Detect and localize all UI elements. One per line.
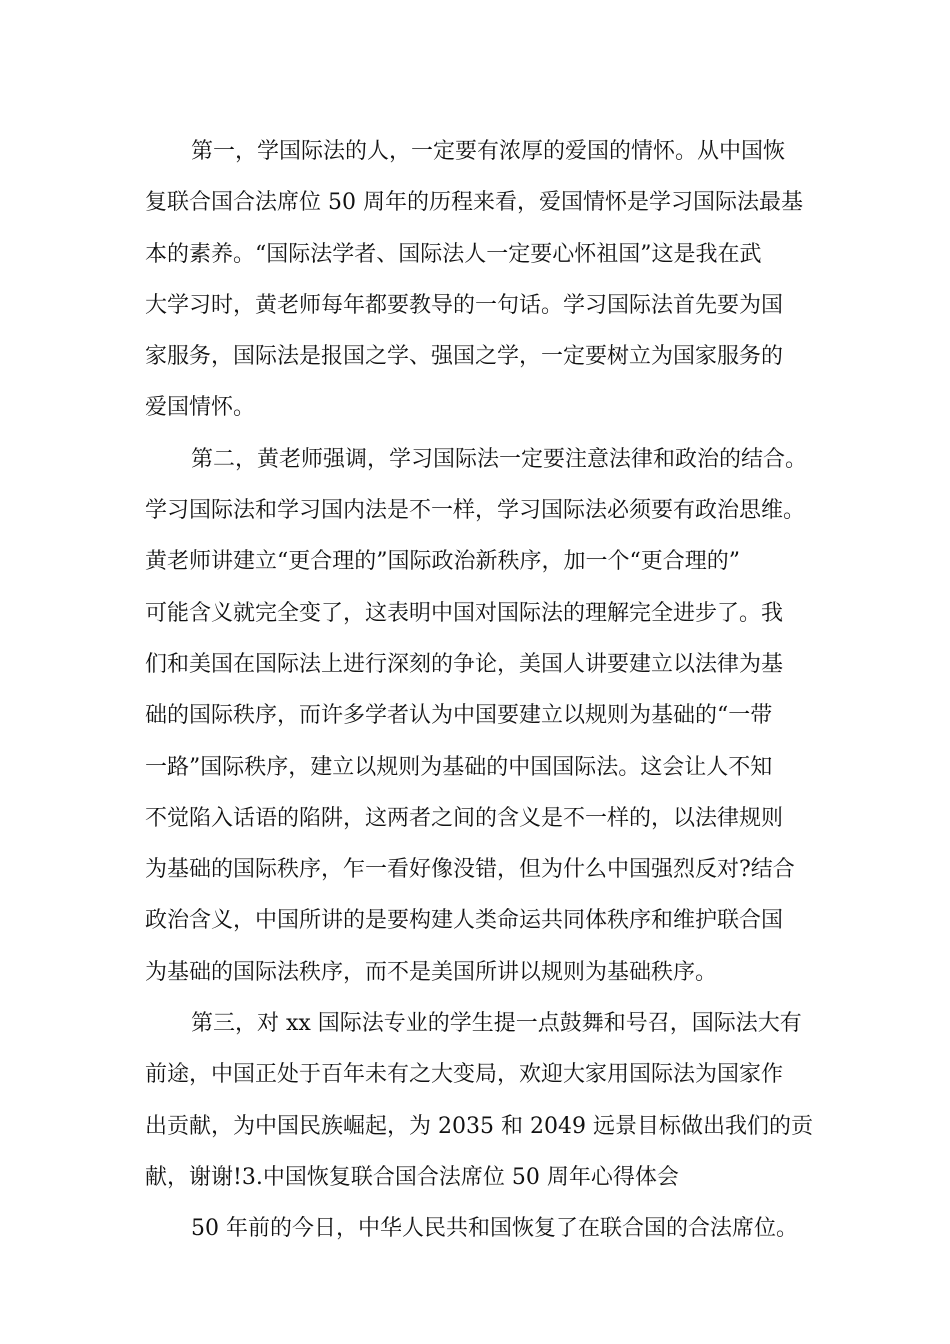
paragraph-1-line-5: 家服务，国际法是报国之学、强国之学，一定要树立为国家服务的 bbox=[145, 344, 784, 370]
paragraph-2-line-6: 础的国际秩序，而许多学者认为中国要建立以规则为基础的“一带 bbox=[145, 703, 773, 729]
paragraph-2-line-10: 政治含义，中国所讲的是要构建人类命运共同体秩序和维护联合国 bbox=[145, 908, 784, 934]
paragraph-2-line-4: 可能含义就完全变了，这表明中国对国际法的理解完全进步了。我 bbox=[145, 600, 784, 626]
paragraph-3-line-1: 第三，对 xx 国际法专业的学生提一点鼓舞和号召，国际法大有 bbox=[191, 1011, 802, 1037]
paragraph-4-line-1: 50 年前的今日，中华人民共和国恢复了在联合国的合法席位。 bbox=[191, 1216, 798, 1242]
paragraph-2-line-8: 不觉陷入话语的陷阱，这两者之间的含义是不一样的，以法律规则 bbox=[145, 805, 784, 831]
paragraph-2-line-5: 们和美国在国际法上进行深刻的争论，美国人讲要建立以法律为基 bbox=[145, 651, 784, 677]
paragraph-1-line-1: 第一，学国际法的人，一定要有浓厚的爱国的情怀。从中国恢 bbox=[191, 139, 786, 164]
paragraph-3-line-3: 出贡献，为中国民族崛起，为 2035 和 2049 远景目标做出我们的贡 bbox=[145, 1113, 813, 1139]
paragraph-1-line-4: 大学习时，黄老师每年都要教导的一句话。学习国际法首先要为国 bbox=[145, 292, 784, 318]
paragraph-2-line-11: 为基础的国际法秩序，而不是美国所讲以规则为基础秩序。 bbox=[145, 959, 718, 985]
paragraph-2-line-9: 为基础的国际秩序，乍一看好像没错，但为什么中国强烈反对?结合 bbox=[145, 857, 795, 883]
paragraph-1-line-3: 本的素养。“国际法学者、国际法人一定要心怀祖国”这是我在武 bbox=[145, 241, 762, 267]
paragraph-1-line-6: 爱国情怀。 bbox=[145, 395, 256, 421]
paragraph-2-line-7: 一路”国际秩序，建立以规则为基础的中国国际法。这会让人不知 bbox=[145, 754, 773, 780]
paragraph-2-line-1: 第二，黄老师强调，学习国际法一定要注意法律和政治的结合。 bbox=[191, 446, 808, 472]
document-body bbox=[145, 126, 835, 1255]
paragraph-2-line-3: 黄老师讲建立“更合理的”国际政治新秩序，加一个“更合理的” bbox=[145, 549, 740, 575]
paragraph-2-line-2: 学习国际法和学习国内法是不一样，学习国际法必须要有政治思维。 bbox=[145, 498, 806, 524]
paragraph-3-line-4: 献，谢谢!3.中国恢复联合国合法席位 50 周年心得体会 bbox=[145, 1164, 679, 1190]
paragraph-3-line-2: 前途，中国正处于百年未有之大变局，欢迎大家用国际法为国家作 bbox=[145, 1062, 784, 1088]
paragraph-1-line-2: 复联合国合法席位 50 周年的历程来看，爱国情怀是学习国际法最基 bbox=[145, 190, 803, 216]
